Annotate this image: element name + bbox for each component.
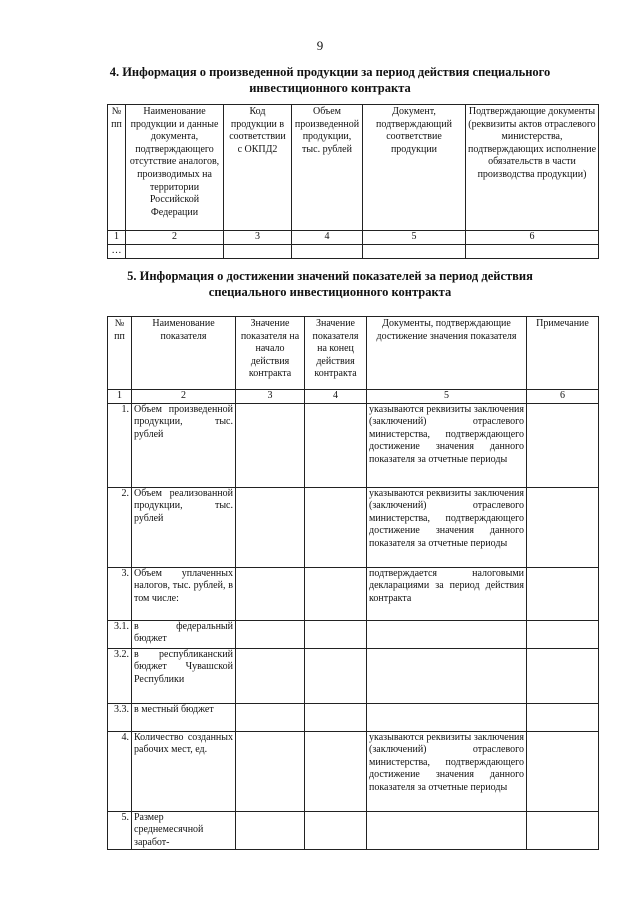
s4-header-name: Наименование продукции и данные документа, подтверждающего отсутствие аналогов, производимых на территории Российской Федерации xyxy=(126,105,224,231)
section-5-title: 5. Информация о достижении значений показателей за период действия специального инвестиционного контракта xyxy=(127,269,533,299)
table-row xyxy=(108,648,599,703)
table-row xyxy=(108,731,599,811)
s5-header-num: № пп xyxy=(108,317,132,390)
row-number: 3.2. xyxy=(108,648,132,703)
s4-header-code: Код продукции в соответствии с ОКПД2 xyxy=(224,105,292,231)
confirming-document xyxy=(367,620,527,648)
table-row xyxy=(108,703,599,731)
confirming-document: указываются реквизиты заключения (заключений) отраслевого министерства, подтверждающего достижение значения данного показателя за отчетные периоды xyxy=(367,487,527,567)
s5-header-end-value: Значение показателя на конец действия контракта xyxy=(305,317,367,390)
s5-header-note: Примечание xyxy=(527,317,599,390)
s5-colnum-5: 5 xyxy=(367,390,527,404)
row-number: 1. xyxy=(108,403,132,487)
row-number: 3. xyxy=(108,567,132,620)
s4-colnum-5: 5 xyxy=(363,231,466,245)
indicator-name: в местный бюджет xyxy=(132,703,236,731)
s5-colnum-1: 1 xyxy=(108,390,132,404)
s4-colnum-6: 6 xyxy=(466,231,599,245)
row-number: 4. xyxy=(108,731,132,811)
table-row xyxy=(108,811,599,850)
s4-header-document: Документ, подтверждающий соответствие продукции xyxy=(363,105,466,231)
confirming-document xyxy=(367,703,527,731)
indicator-name: Объем произведенной продукции, тыс. рублей xyxy=(132,403,236,487)
s5-colnum-4: 4 xyxy=(305,390,367,404)
row-number: 2. xyxy=(108,487,132,567)
indicator-name: Объем уплаченных налогов, тыс. рублей, в том числе: xyxy=(132,567,236,620)
s4-colnum-2: 2 xyxy=(126,231,224,245)
indicator-name: в федеральный бюджет xyxy=(132,620,236,648)
s5-colnum-2: 2 xyxy=(132,390,236,404)
s5-header-documents: Документы, подтверждающие достижение значения показателя xyxy=(367,317,527,390)
section-4-table xyxy=(107,104,599,259)
indicator-name: Размер среднемесячной заработ- xyxy=(132,811,236,850)
s4-ellipsis: … xyxy=(108,244,126,258)
table-row xyxy=(108,487,599,567)
row-number: 3.1. xyxy=(108,620,132,648)
row-number: 5. xyxy=(108,811,132,850)
row-number: 3.3. xyxy=(108,703,132,731)
confirming-document xyxy=(367,648,527,703)
section-4-title: 4. Информация о произведенной продукции за период действия специального инвестиционного контракта xyxy=(109,65,551,95)
s4-colnum-3: 3 xyxy=(224,231,292,245)
s4-header-confirming-docs: Подтверждающие документы (реквизиты актов отраслевого министерства, подтверждающих исполнение обязательств в части производства продукции) xyxy=(466,105,599,231)
confirming-document: указываются реквизиты заключения (заключений) отраслевого министерства, подтверждающего достижение значения данного показателя за отчетные периоды xyxy=(367,731,527,811)
s4-colnum-1: 1 xyxy=(108,231,126,245)
table-row xyxy=(108,403,599,487)
confirming-document: подтверждается налоговыми декларациями за период действия контракта xyxy=(367,567,527,620)
page-number: 9 xyxy=(316,38,324,53)
indicator-name: Количество созданных рабочих мест, ед. xyxy=(132,731,236,811)
s5-colnum-6: 6 xyxy=(527,390,599,404)
s4-header-num: № пп xyxy=(108,105,126,231)
section-5-table xyxy=(107,316,599,850)
s5-header-indicator: Наименование показателя xyxy=(132,317,236,390)
s5-colnum-3: 3 xyxy=(236,390,305,404)
indicator-name: в республиканский бюджет Чувашской Республики xyxy=(132,648,236,703)
s5-header-start-value: Значение показателя на начало действия контракта xyxy=(236,317,305,390)
confirming-document: указываются реквизиты заключения (заключений) отраслевого министерства, подтверждающего достижение значения данного показателя за отчетные периоды xyxy=(367,403,527,487)
s4-colnum-4: 4 xyxy=(292,231,363,245)
confirming-document xyxy=(367,811,527,850)
indicator-name: Объем реализованной продукции, тыс. рублей xyxy=(132,487,236,567)
s4-header-volume: Объем произведенной продукции, тыс. рублей xyxy=(292,105,363,231)
table-row xyxy=(108,567,599,620)
table-row xyxy=(108,620,599,648)
